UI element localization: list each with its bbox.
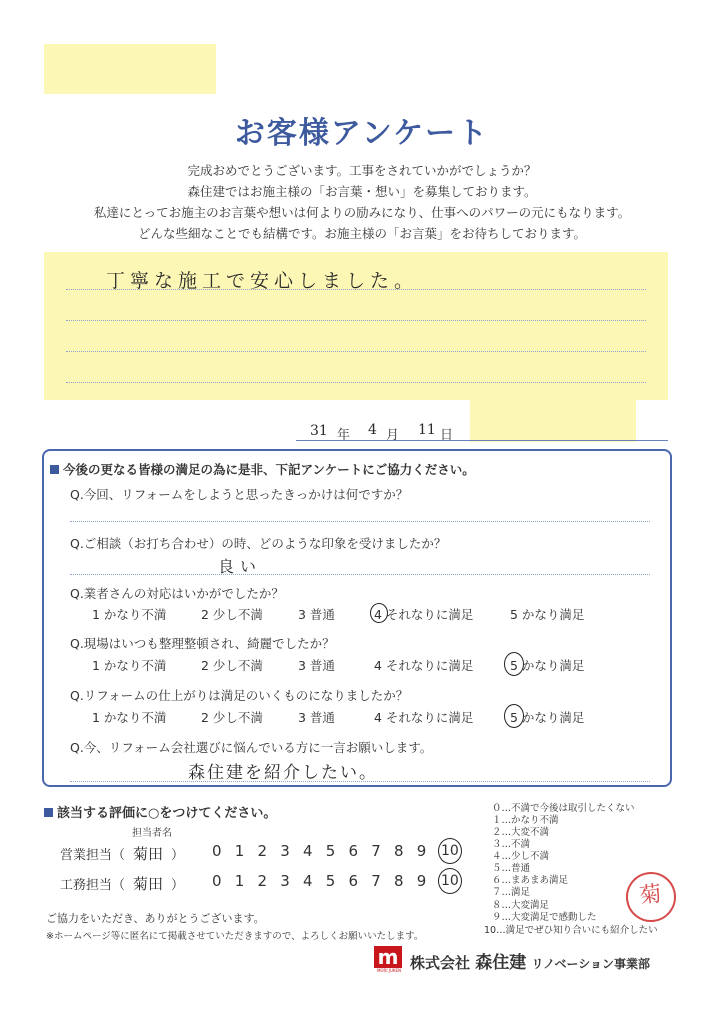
legend-6: ６…まあまあ満足 bbox=[492, 875, 569, 886]
work-row bbox=[60, 873, 184, 894]
bullet-square bbox=[50, 465, 59, 474]
work-score-circle bbox=[438, 868, 462, 894]
sales-close: ） bbox=[171, 848, 185, 863]
date-month-unit: 月 bbox=[386, 428, 400, 443]
q5-option-4[interactable]: 4 それなりに満足 bbox=[374, 710, 474, 725]
sales-label: 営業担当（ bbox=[60, 848, 126, 863]
legend-7: ７…満足 bbox=[492, 887, 531, 898]
survey-heading: 今後の更なる皆様の満足の為に是非、下記アンケートにご協力ください。 bbox=[50, 460, 475, 478]
work-score-digits[interactable]: 0123456789 bbox=[212, 872, 440, 890]
q5-option-3[interactable]: 3 普通 bbox=[298, 710, 335, 725]
sales-name: 菊田 bbox=[133, 845, 164, 863]
question-4: Q.現場はいつも整理整頓され、綺麗でしたか？ bbox=[70, 636, 335, 651]
answer-line-2 bbox=[70, 574, 650, 575]
company-division: リノベーション事業部 bbox=[531, 957, 651, 971]
hanko-stamp bbox=[623, 869, 679, 925]
sales-score-circle bbox=[438, 838, 462, 864]
footer-note: ※ホームページ等に匿名にて掲載させていただきますので、よろしくお願いいたします。 bbox=[46, 931, 424, 942]
legend-8: ８…大変満足 bbox=[492, 900, 550, 911]
question-3: Q.業者さんの対応はいかがでしたか？ bbox=[70, 586, 284, 601]
company-name bbox=[410, 948, 650, 973]
q5-option-2[interactable]: 2 少し不満 bbox=[201, 710, 263, 725]
legend-10: 10…満足でぜひ知り合いにも紹介したい bbox=[484, 925, 658, 936]
question-6: Q.今、リフォーム会社選びに悩んでいる方に一言お願いします。 bbox=[70, 740, 433, 755]
company-logo bbox=[374, 946, 404, 973]
staff-name-label: 担当者名 bbox=[132, 828, 172, 839]
logo-mark-icon: m bbox=[374, 946, 402, 968]
comment-text: 丁寧な施工で安心しました。 bbox=[106, 270, 419, 292]
date-year-unit: 年 bbox=[337, 428, 351, 443]
intro-line-3: 私達にとってお施主のお言葉や想いは何よりの励みになり、仕事へのパワーの元にもなります。 bbox=[93, 205, 631, 220]
question-1: Q.今回、リフォームをしようと思ったきっかけは何ですか？ bbox=[70, 487, 409, 502]
question-2: Q.ご相談（お打ち合わせ）の時、どのような印象を受けましたか？ bbox=[70, 536, 447, 551]
sales-score-ten[interactable]: 10 bbox=[441, 843, 459, 859]
company-brand: 森住建 bbox=[475, 953, 527, 973]
work-score-ten[interactable]: 10 bbox=[441, 873, 459, 889]
q4-option-4[interactable]: 4 それなりに満足 bbox=[374, 658, 474, 673]
date-day: 11 bbox=[418, 422, 436, 438]
work-name: 菊田 bbox=[133, 875, 164, 893]
bullet-square bbox=[44, 808, 53, 817]
q3-option-3[interactable]: 3 普通 bbox=[298, 607, 335, 622]
q4-option-3[interactable]: 3 普通 bbox=[298, 658, 335, 673]
date-underline bbox=[296, 440, 668, 441]
date-year: 31 bbox=[310, 423, 328, 439]
legend-0: ０…不満で今後は取引したくない bbox=[492, 803, 635, 814]
intro-line-4: どんな些細なことでも結構です。お施主様の「お言葉」をお待ちしております。 bbox=[137, 226, 586, 241]
q5-option-5[interactable]: 5 かなり満足 bbox=[510, 710, 585, 725]
q3-option-4[interactable]: 4 それなりに満足 bbox=[374, 607, 474, 622]
sales-score-digits[interactable]: 0123456789 bbox=[212, 842, 440, 860]
legend-3: ３…不満 bbox=[492, 839, 531, 850]
sales-row bbox=[60, 843, 184, 864]
answer-2: 良い bbox=[218, 557, 263, 576]
question-5: Q.リフォームの仕上がりは満足のいくものになりましたか？ bbox=[70, 688, 409, 703]
legend-4: ４…少し不満 bbox=[492, 851, 550, 862]
comment-line-2 bbox=[66, 320, 646, 321]
q4-option-5[interactable]: 5 かなり満足 bbox=[510, 658, 585, 673]
comment-area bbox=[44, 252, 668, 400]
footer-thanks: ご協力をいただき、ありがとうございます。 bbox=[46, 912, 265, 925]
logo-subtext: MORI JUKEN bbox=[376, 968, 402, 973]
q5-selection-circle bbox=[504, 704, 524, 728]
date-month: 4 bbox=[368, 422, 377, 438]
page-title: お客様アンケート bbox=[234, 116, 490, 151]
q4-selection-circle bbox=[504, 652, 524, 676]
q5-option-1[interactable]: 1 かなり不満 bbox=[92, 710, 167, 725]
q3-option-2[interactable]: 2 少し不満 bbox=[201, 607, 263, 622]
answer-line-6 bbox=[70, 781, 650, 782]
q3-selection-circle bbox=[370, 603, 388, 623]
answer-6: 森住建を紹介したい。 bbox=[188, 763, 378, 783]
answer-line-1 bbox=[70, 521, 650, 522]
q4-option-2[interactable]: 2 少し不満 bbox=[201, 658, 263, 673]
work-label: 工務担当（ bbox=[60, 878, 126, 893]
comment-line-3 bbox=[66, 351, 646, 352]
q3-option-1[interactable]: 1 かなり不満 bbox=[92, 607, 167, 622]
legend-1: １…かなり不満 bbox=[492, 815, 559, 826]
date-day-unit: 日 bbox=[440, 428, 454, 443]
intro-line-2: 森住建ではお施主様の「お言葉・想い」を募集しております。 bbox=[187, 184, 537, 199]
legend-9: ９…大変満足で感動した bbox=[492, 912, 597, 923]
work-close: ） bbox=[171, 878, 185, 893]
rating-heading: 該当する評価に○をつけてください。 bbox=[44, 802, 276, 821]
q4-option-1[interactable]: 1 かなり不満 bbox=[92, 658, 167, 673]
redaction-top bbox=[44, 44, 216, 94]
company-type: 株式会社 bbox=[410, 954, 471, 972]
q3-option-5[interactable]: 5 かなり満足 bbox=[510, 607, 585, 622]
legend-2: ２…大変不満 bbox=[492, 827, 550, 838]
comment-line-4 bbox=[66, 382, 646, 383]
intro-line-1: 完成おめでとうございます。工事をされていかがでしょうか？ bbox=[187, 163, 537, 178]
legend-5: ５…普通 bbox=[492, 863, 531, 874]
hanko-stamp-text: 菊 bbox=[638, 881, 664, 910]
